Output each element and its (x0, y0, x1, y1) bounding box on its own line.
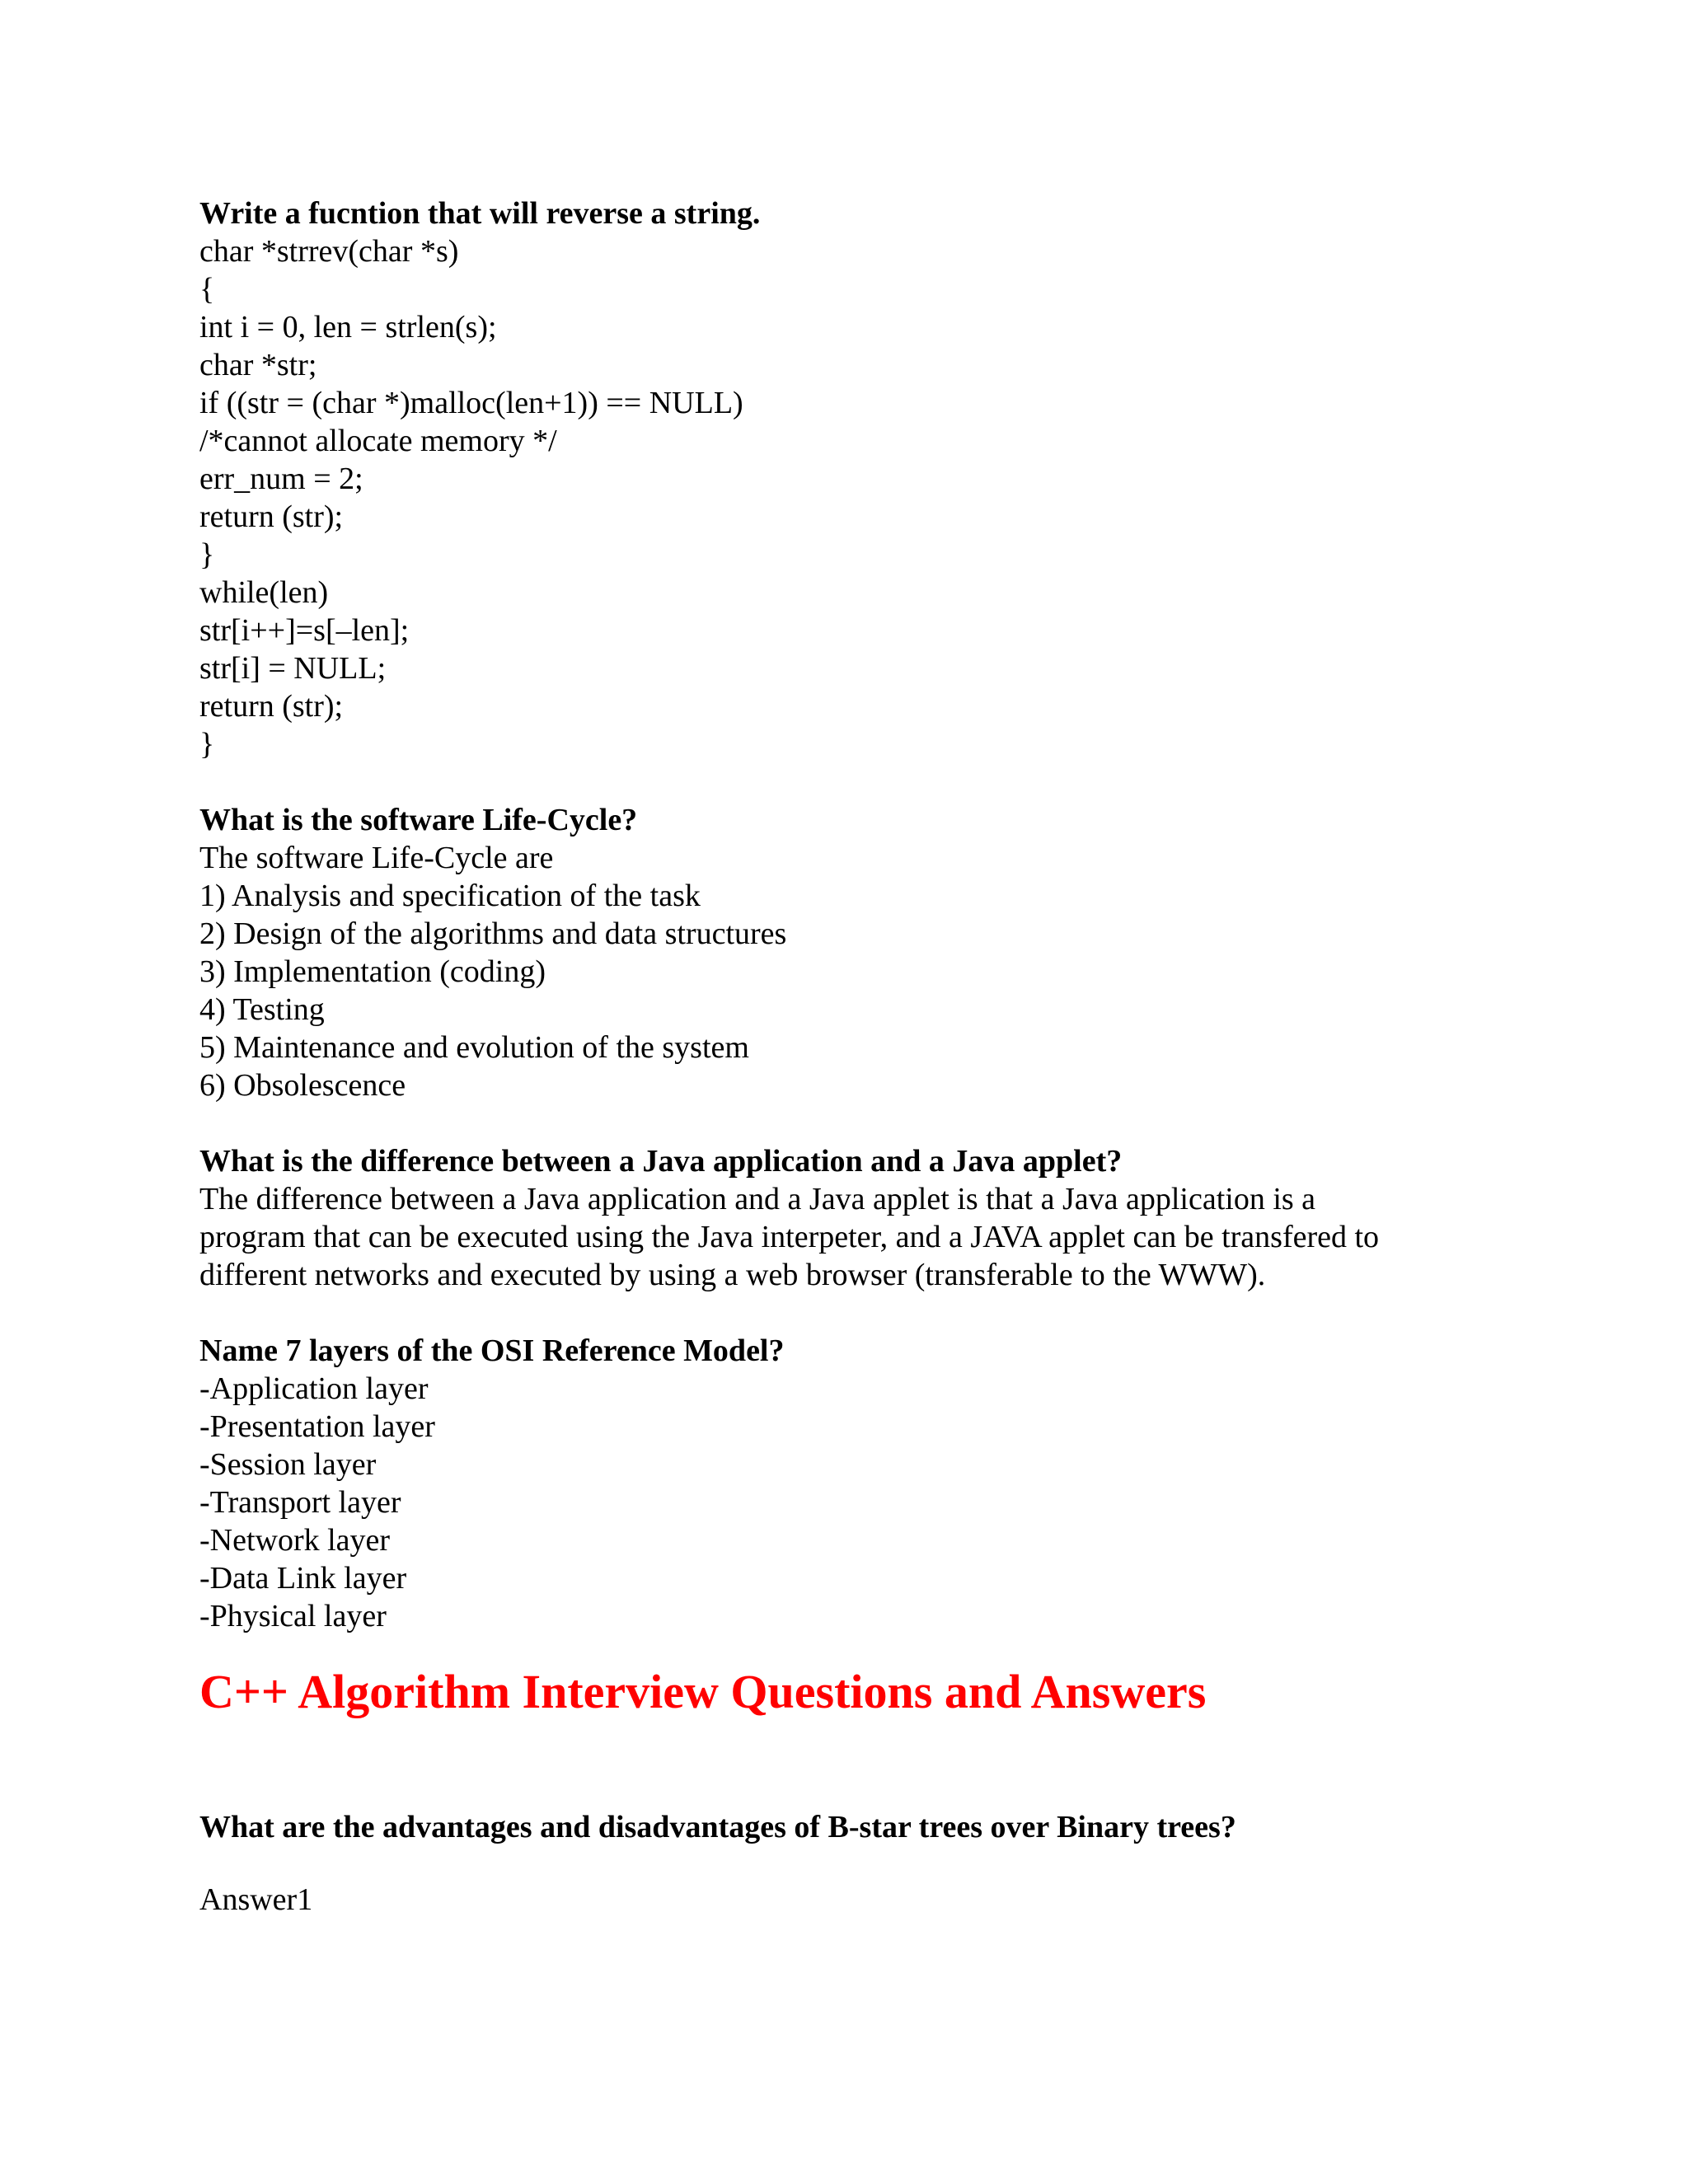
list-item: -Presentation layer (199, 1409, 435, 1444)
list-item: 3) Implementation (coding) (199, 954, 546, 989)
code-line: } (199, 727, 215, 762)
code-line: str[i++]=s[–len]; (199, 613, 410, 648)
spacer (199, 763, 1502, 801)
code-line: while(len) (199, 575, 329, 610)
code-line: return (str); (199, 499, 344, 534)
code-line: } (199, 537, 215, 572)
list-item: -Transport layer (199, 1485, 401, 1520)
code-line: if ((str = (char *)malloc(len+1)) == NULL) (199, 386, 743, 420)
question-heading: Name 7 layers of the OSI Reference Model? (199, 1333, 785, 1368)
spacer (199, 1721, 1502, 1808)
code-line: char *str; (199, 348, 317, 382)
code-line: str[i] = NULL; (199, 651, 387, 686)
question-java (199, 1142, 1502, 1294)
section-heading: C++ Algorithm Interview Questions and Answers (199, 1665, 1207, 1718)
list-item: -Application layer (199, 1371, 429, 1406)
question-strrev (199, 194, 1502, 763)
spacer (199, 1294, 1502, 1332)
answer-intro: The software Life-Cycle are (199, 841, 554, 875)
answer-line: The difference between a Java application and a Java applet is that a Java application is a (199, 1182, 1316, 1216)
question-heading: What is the difference between a Java application and a Java applet? (199, 1144, 1123, 1179)
document-page (199, 194, 1502, 1919)
code-line: char *strrev(char *s) (199, 234, 459, 269)
code-line: /*cannot allocate memory */ (199, 424, 557, 458)
list-item: -Physical layer (199, 1599, 387, 1633)
list-item: -Data Link layer (199, 1561, 407, 1596)
answer-label: Answer1 (199, 1882, 313, 1917)
spacer (199, 1104, 1502, 1142)
list-item: -Network layer (199, 1523, 391, 1558)
answer-line: different networks and executed by using a web browser (transferable to the WWW). (199, 1258, 1266, 1292)
question-bstar (199, 1808, 1502, 1919)
question-heading: Write a fucntion that will reverse a string. (199, 196, 761, 231)
list-item: -Session layer (199, 1447, 377, 1482)
list-item: 2) Design of the algorithms and data structures (199, 916, 787, 951)
list-item: 4) Testing (199, 992, 325, 1027)
code-line: { (199, 272, 215, 307)
spacer (199, 1846, 1502, 1881)
list-item: 6) Obsolescence (199, 1068, 406, 1103)
question-heading: What is the software Life-Cycle? (199, 803, 638, 837)
list-item: 1) Analysis and specification of the task (199, 879, 701, 913)
question-osi (199, 1332, 1502, 1635)
code-line: return (str); (199, 689, 344, 724)
question-heading: What are the advantages and disadvantages of B-star trees over Binary trees? (199, 1810, 1236, 1844)
code-line: err_num = 2; (199, 462, 363, 496)
code-block (199, 232, 1502, 763)
list-item: 5) Maintenance and evolution of the system (199, 1030, 749, 1065)
answer-line: program that can be executed using the Java interpeter, and a JAVA applet can be transfered to (199, 1220, 1380, 1254)
question-lifecycle (199, 801, 1502, 1104)
code-line: int i = 0, len = strlen(s); (199, 310, 497, 344)
